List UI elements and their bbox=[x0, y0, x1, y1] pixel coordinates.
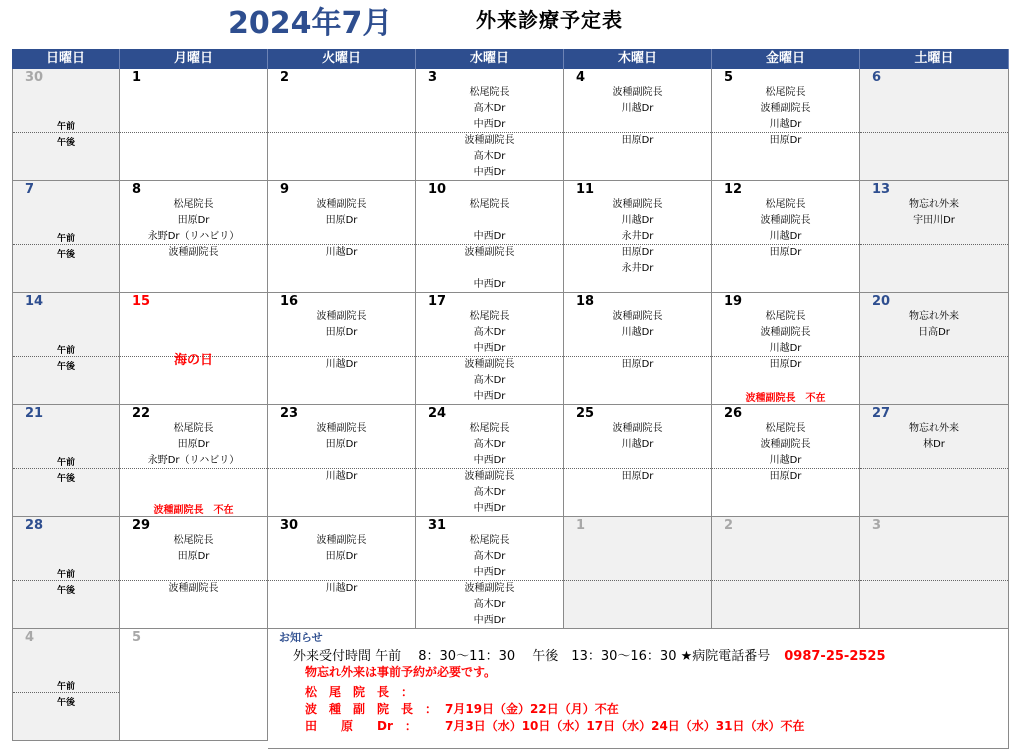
day-number: 11 bbox=[576, 182, 595, 197]
calendar-day-cell bbox=[12, 517, 120, 629]
am-pm-divider bbox=[712, 580, 859, 581]
am-label: 午前 bbox=[56, 122, 75, 132]
am-doctors: 物忘れ外来 林Dr bbox=[909, 423, 959, 450]
hospital-phone: 0987-25-2525 bbox=[784, 649, 886, 664]
am-pm-divider bbox=[120, 132, 267, 133]
pm-doctors: 波種副院長 高木Dr 中西Dr bbox=[464, 583, 515, 626]
am-pm-divider bbox=[13, 356, 119, 357]
am-doctors: 波種副院長 川越Dr bbox=[612, 87, 663, 114]
pm-label: 午後 bbox=[56, 474, 75, 484]
calendar-day-cell bbox=[268, 293, 416, 405]
calendar-day-cell bbox=[712, 405, 860, 517]
pm-doctors: 波種副院長 bbox=[168, 583, 219, 594]
weekday-header-5: 金曜日 bbox=[712, 49, 860, 69]
day-number: 26 bbox=[724, 406, 743, 421]
am-pm-divider bbox=[268, 132, 415, 133]
pm-label: 午後 bbox=[56, 586, 75, 596]
am-doctors: 松尾院長 田原Dr bbox=[173, 535, 214, 562]
am-doctors: 松尾院長 中西Dr bbox=[469, 199, 510, 242]
am-doctors: 波種副院長 川越Dr bbox=[612, 311, 663, 338]
pm-doctors: 波種副院長 bbox=[168, 247, 219, 258]
pm-doctors: 田原Dr bbox=[621, 135, 654, 146]
pm-doctors: 田原Dr 永井Dr bbox=[621, 247, 654, 274]
am-pm-divider bbox=[564, 580, 711, 581]
am-doctors: 波種副院長 田原Dr bbox=[316, 423, 367, 450]
holiday-label: 海の日 bbox=[173, 353, 213, 368]
page-title: 外来診療予定表 bbox=[476, 8, 623, 32]
pm-label: 午後 bbox=[56, 362, 75, 372]
calendar-day-cell bbox=[564, 517, 712, 629]
calendar-day-cell bbox=[12, 405, 120, 517]
calendar-day-cell bbox=[712, 517, 860, 629]
am-doctors: 波種副院長 川越Dr 永井Dr bbox=[612, 199, 663, 242]
day-number: 29 bbox=[132, 518, 151, 533]
calendar-day-cell bbox=[12, 69, 120, 181]
absence-note: 波種副院長 不在 bbox=[153, 505, 234, 516]
day-number: 18 bbox=[576, 294, 595, 309]
am-pm-divider bbox=[860, 356, 1008, 357]
calendar-day-cell bbox=[860, 517, 1009, 629]
day-number: 7 bbox=[25, 182, 35, 197]
pm-doctors: 田原Dr bbox=[769, 135, 802, 146]
day-number: 28 bbox=[25, 518, 44, 533]
pm-doctors: 川越Dr bbox=[325, 359, 358, 370]
am-label: 午前 bbox=[56, 234, 75, 244]
am-doctors: 松尾院長 高木Dr 中西Dr bbox=[469, 311, 510, 354]
pm-label: 午後 bbox=[56, 138, 75, 148]
calendar-day-cell bbox=[120, 405, 268, 517]
day-number: 8 bbox=[132, 182, 142, 197]
am-pm-divider bbox=[13, 692, 119, 693]
am-doctors: 物忘れ外来 宇田川Dr bbox=[909, 199, 959, 226]
notice-box bbox=[268, 629, 1009, 749]
calendar-day-cell bbox=[712, 293, 860, 405]
am-doctors: 松尾院長 高木Dr 中西Dr bbox=[469, 87, 510, 130]
pm-doctors: 川越Dr bbox=[325, 583, 358, 594]
day-number: 17 bbox=[428, 294, 447, 309]
am-pm-divider bbox=[13, 132, 119, 133]
pm-doctors: 田原Dr bbox=[621, 359, 654, 370]
am-doctors: 波種副院長 田原Dr bbox=[316, 535, 367, 562]
pm-doctors: 川越Dr bbox=[325, 471, 358, 482]
pm-doctors: 田原Dr bbox=[769, 359, 802, 370]
weekday-header-0: 日曜日 bbox=[12, 49, 120, 69]
pm-doctors: 波種副院長 高木Dr 中西Dr bbox=[464, 359, 515, 402]
calendar-day-cell bbox=[860, 293, 1009, 405]
day-number: 4 bbox=[576, 70, 586, 85]
absence-row: 波 種 副 院 長 ： 7月19日（金）22日（月）不在 bbox=[305, 702, 619, 716]
pm-doctors: 波種副院長 高木Dr 中西Dr bbox=[464, 471, 515, 514]
am-doctors: 波種副院長 川越Dr bbox=[612, 423, 663, 450]
pm-label: 午後 bbox=[56, 250, 75, 260]
day-number: 14 bbox=[25, 294, 44, 309]
pm-doctors: 波種副院長 高木Dr 中西Dr bbox=[464, 135, 515, 178]
day-number: 1 bbox=[576, 518, 586, 533]
calendar-day-cell bbox=[860, 405, 1009, 517]
day-number: 21 bbox=[25, 406, 44, 421]
am-doctors: 松尾院長 田原Dr 永野Dr（リハビリ） bbox=[147, 199, 240, 242]
calendar-day-cell bbox=[416, 517, 564, 629]
am-pm-divider bbox=[13, 468, 119, 469]
day-number: 2 bbox=[280, 70, 290, 85]
calendar-day-cell bbox=[564, 293, 712, 405]
pm-label: 午後 bbox=[56, 698, 75, 708]
am-label: 午前 bbox=[56, 458, 75, 468]
day-number: 16 bbox=[280, 294, 299, 309]
calendar-day-cell bbox=[416, 181, 564, 293]
am-label: 午前 bbox=[56, 570, 75, 580]
day-number: 23 bbox=[280, 406, 299, 421]
pm-doctors: 田原Dr bbox=[621, 471, 654, 482]
calendar-day-cell bbox=[12, 293, 120, 405]
absence-row: 田 原 Dr ： 7月3日（水）10日（水）17日（水）24日（水）31日（水）不在 bbox=[305, 719, 805, 733]
day-number: 3 bbox=[428, 70, 438, 85]
weekday-header-4: 木曜日 bbox=[564, 49, 712, 69]
day-number: 31 bbox=[428, 518, 447, 533]
am-doctors: 松尾院長 波種副院長 川越Dr bbox=[760, 423, 811, 466]
calendar-day-cell bbox=[120, 517, 268, 629]
calendar-day-cell bbox=[120, 69, 268, 181]
am-doctors: 松尾院長 波種副院長 川越Dr bbox=[760, 311, 811, 354]
calendar-day-cell bbox=[268, 405, 416, 517]
day-number: 10 bbox=[428, 182, 447, 197]
calendar-day-cell bbox=[860, 69, 1009, 181]
am-pm-divider bbox=[13, 580, 119, 581]
day-number: 30 bbox=[280, 518, 299, 533]
absence-note: 波種副院長 不在 bbox=[745, 393, 826, 404]
am-label: 午前 bbox=[56, 682, 75, 692]
day-number: 20 bbox=[872, 294, 891, 309]
calendar-day-cell bbox=[564, 69, 712, 181]
am-pm-divider bbox=[860, 132, 1008, 133]
calendar-day-cell bbox=[268, 181, 416, 293]
weekday-header-1: 月曜日 bbox=[120, 49, 268, 69]
day-number: 3 bbox=[872, 518, 882, 533]
reception-hours: 外来受付時間 午前 8：30～11：30 午後 13：30～16：30 ★病院電話番号 0987-25-2525 bbox=[293, 649, 886, 664]
day-number: 12 bbox=[724, 182, 743, 197]
day-number: 13 bbox=[872, 182, 891, 197]
day-number: 5 bbox=[724, 70, 734, 85]
weekday-header-6: 土曜日 bbox=[860, 49, 1009, 69]
day-number: 2 bbox=[724, 518, 734, 533]
absence-row: 松 尾 院 長 ： bbox=[305, 685, 414, 699]
am-label: 午前 bbox=[56, 346, 75, 356]
calendar-day-cell bbox=[416, 405, 564, 517]
am-pm-divider bbox=[860, 244, 1008, 245]
day-number: 4 bbox=[25, 630, 35, 645]
calendar-day-cell bbox=[564, 405, 712, 517]
am-doctors: 物忘れ外来 日高Dr bbox=[909, 311, 959, 338]
day-number: 30 bbox=[25, 70, 44, 85]
day-number: 6 bbox=[872, 70, 882, 85]
calendar-day-cell bbox=[120, 629, 268, 741]
day-number: 22 bbox=[132, 406, 151, 421]
title-year-month: 2024年7月 bbox=[228, 6, 393, 41]
am-doctors: 松尾院長 波種副院長 川越Dr bbox=[760, 199, 811, 242]
day-number: 19 bbox=[724, 294, 743, 309]
am-doctors: 松尾院長 田原Dr 永野Dr（リハビリ） bbox=[147, 423, 240, 466]
am-doctors: 松尾院長 高木Dr 中西Dr bbox=[469, 423, 510, 466]
calendar-day-cell bbox=[12, 181, 120, 293]
day-number: 15 bbox=[132, 294, 151, 309]
pm-doctors: 波種副院長 中西Dr bbox=[464, 247, 515, 290]
pm-doctors: 田原Dr bbox=[769, 247, 802, 258]
am-pm-divider bbox=[860, 468, 1008, 469]
reservation-notice: 物忘れ外来は事前予約が必要です。 bbox=[305, 665, 497, 679]
weekday-header-2: 火曜日 bbox=[268, 49, 416, 69]
calendar-day-cell bbox=[416, 69, 564, 181]
calendar-day-cell bbox=[712, 69, 860, 181]
calendar-day-cell bbox=[416, 293, 564, 405]
am-doctors: 波種副院長 田原Dr bbox=[316, 311, 367, 338]
day-number: 9 bbox=[280, 182, 290, 197]
pm-doctors: 田原Dr bbox=[769, 471, 802, 482]
calendar-day-cell bbox=[268, 69, 416, 181]
calendar-day-cell bbox=[268, 517, 416, 629]
am-pm-divider bbox=[13, 244, 119, 245]
calendar-day-cell bbox=[120, 181, 268, 293]
calendar-day-cell bbox=[712, 181, 860, 293]
weekday-header-3: 水曜日 bbox=[416, 49, 564, 69]
am-pm-divider bbox=[860, 580, 1008, 581]
am-doctors: 松尾院長 波種副院長 川越Dr bbox=[760, 87, 811, 130]
day-number: 1 bbox=[132, 70, 142, 85]
day-number: 25 bbox=[576, 406, 595, 421]
am-doctors: 松尾院長 高木Dr 中西Dr bbox=[469, 535, 510, 578]
calendar-day-cell bbox=[564, 181, 712, 293]
day-number: 27 bbox=[872, 406, 891, 421]
calendar-day-cell bbox=[12, 629, 120, 741]
pm-doctors: 川越Dr bbox=[325, 247, 358, 258]
day-number: 24 bbox=[428, 406, 447, 421]
notice-heading: お知らせ bbox=[279, 631, 323, 644]
day-number: 5 bbox=[132, 630, 142, 645]
calendar-day-cell bbox=[860, 181, 1009, 293]
calendar-day-cell bbox=[120, 293, 268, 405]
am-doctors: 波種副院長 田原Dr bbox=[316, 199, 367, 226]
